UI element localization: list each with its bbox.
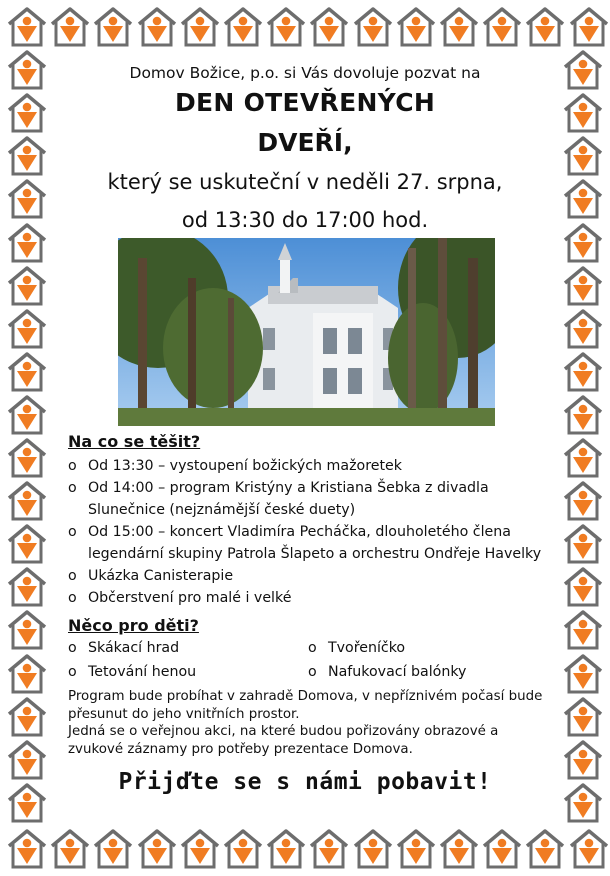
house-person-icon [306, 4, 352, 50]
house-person-icon [4, 607, 50, 653]
kids-item: o Nafukovací balónky [308, 664, 548, 688]
house-person-icon [4, 651, 50, 697]
house-person-icon [560, 607, 606, 653]
program-item: o Od 13:30 – vystoupení božických mažoretek [68, 455, 548, 477]
house-person-icon [263, 4, 309, 50]
date-line-2: od 13:30 do 17:00 hod. [181, 208, 429, 232]
house-person-icon [393, 826, 439, 872]
invitation-content [60, 58, 550, 818]
program-list [68, 455, 548, 609]
house-person-icon [4, 4, 50, 50]
house-person-icon [134, 826, 180, 872]
house-person-icon [560, 737, 606, 783]
house-person-icon [560, 349, 606, 395]
house-person-icon [560, 780, 606, 826]
house-person-icon [479, 826, 525, 872]
house-person-icon [4, 47, 50, 93]
house-person-icon [177, 826, 223, 872]
house-person-icon [560, 478, 606, 524]
house-person-icon [4, 826, 50, 872]
house-person-icon [560, 564, 606, 610]
house-person-icon [566, 826, 610, 872]
house-person-icon [4, 694, 50, 740]
kids-item: o Tetování henou [68, 664, 308, 688]
house-person-icon [436, 4, 482, 50]
house-person-icon [479, 4, 525, 50]
house-person-icon [4, 133, 50, 179]
house-person-icon [560, 651, 606, 697]
house-person-icon [522, 826, 568, 872]
house-person-icon [4, 220, 50, 266]
house-person-icon [350, 826, 396, 872]
kids-item: o Skákací hrad [68, 640, 308, 664]
house-person-icon [134, 4, 180, 50]
note-line-1: Program bude probíhat v zahradě Domova, v nepříznivém počasí bude přesunut do jeho vnitřních prostor. [68, 689, 543, 722]
kids-list [68, 640, 548, 688]
house-person-icon [90, 4, 136, 50]
house-person-icon [263, 826, 309, 872]
house-person-icon [560, 133, 606, 179]
kids-heading: Něco pro děti? [68, 616, 199, 635]
house-person-icon [560, 435, 606, 481]
program-note [68, 688, 548, 758]
house-person-icon [4, 521, 50, 567]
title-line-2: DVEŘÍ, [257, 128, 353, 157]
house-person-icon [306, 826, 352, 872]
house-person-icon [90, 826, 136, 872]
house-person-icon [220, 826, 266, 872]
house-person-icon [560, 263, 606, 309]
house-person-icon [4, 263, 50, 309]
house-person-icon [560, 90, 606, 136]
program-item: o Ukázka Canisterapie [68, 565, 548, 587]
house-person-icon [4, 392, 50, 438]
house-person-icon [47, 826, 93, 872]
kids-item: o Tvořeníčko [308, 640, 548, 664]
program-heading: Na co se těšit? [68, 432, 201, 451]
house-person-icon [4, 564, 50, 610]
house-person-icon [393, 4, 439, 50]
house-person-icon [560, 392, 606, 438]
house-person-icon [4, 780, 50, 826]
house-person-icon [4, 349, 50, 395]
house-person-icon [566, 4, 610, 50]
program-item: o Od 15:00 – koncert Vladimíra Pecháčka, dlouholetého člena legendární skupiny Patrola Šlapeto a orchestru Ondřeje Havelky [68, 521, 548, 565]
house-person-icon [522, 4, 568, 50]
house-person-icon [4, 90, 50, 136]
house-person-icon [436, 826, 482, 872]
house-person-icon [560, 176, 606, 222]
note-line-2: Jedná se o veřejnou akci, na které budou pořizovány obrazové a zvukové záznamy pro potřeby prezentace Domova. [68, 724, 499, 757]
house-person-icon [4, 306, 50, 352]
program-item: o Občerstvení pro malé i velké [68, 587, 548, 609]
house-person-icon [560, 220, 606, 266]
house-person-icon [47, 4, 93, 50]
house-person-icon [560, 694, 606, 740]
house-person-icon [4, 737, 50, 783]
date-line-1: který se uskuteční v neděli 27. srpna, [107, 170, 503, 194]
title-line-1: DEN OTEVŘENÝCH [174, 88, 436, 117]
closing-text: Přijďte se s námi pobavit! [118, 769, 492, 795]
house-person-icon [560, 306, 606, 352]
house-person-icon [177, 4, 223, 50]
house-person-icon [4, 176, 50, 222]
program-item: o Od 14:00 – program Kristýny a Kristiana Šebka z divadla Slunečnice (nejznámější české duety) [68, 477, 548, 521]
house-person-icon [350, 4, 396, 50]
house-person-icon [560, 521, 606, 567]
building-photo-illustration [118, 238, 495, 426]
building-photo [118, 238, 495, 426]
intro-text: Domov Božice, p.o. si Vás dovoluje pozvat na [129, 64, 481, 82]
house-person-icon [4, 435, 50, 481]
house-person-icon [4, 478, 50, 524]
house-person-icon [560, 47, 606, 93]
house-person-icon [220, 4, 266, 50]
